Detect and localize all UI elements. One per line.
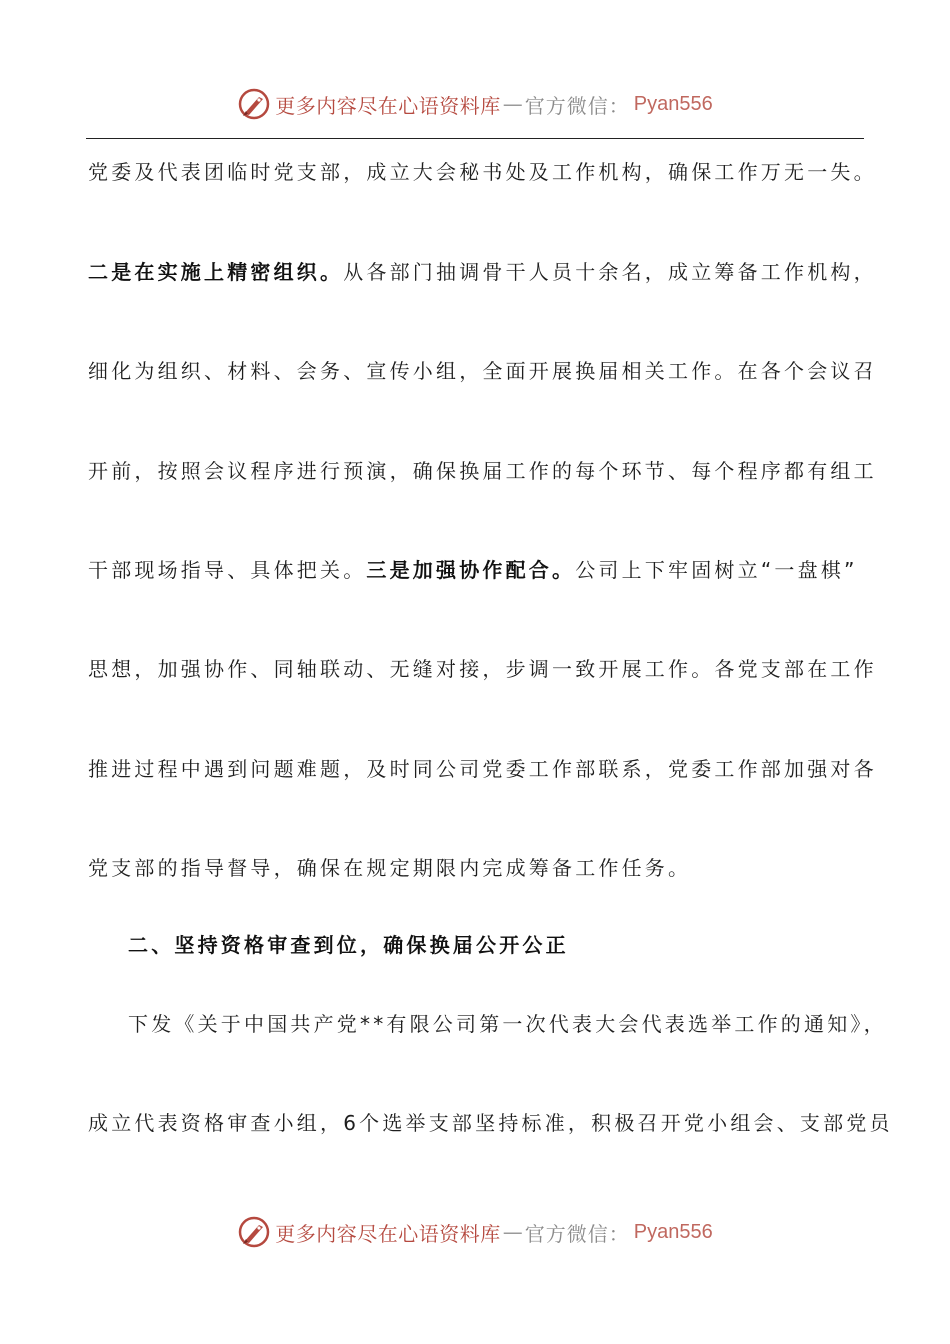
body-line-11: 成立代表资格审查小组，6个选举支部坚持标准，积极召开党小组会、支部党员 — [88, 1111, 893, 1135]
body-line-6: 思想，加强协作、同轴联动、无缝对接，步调一致开展工作。各党支部在工作 — [88, 657, 877, 681]
promo-text: 更多内容尽在心语资料库 — [275, 93, 501, 118]
promo-dash: — — [502, 92, 523, 116]
promo-text: 更多内容尽在心语资料库 — [275, 1221, 501, 1246]
promo-dash: — — [502, 1220, 523, 1244]
header-banner — [0, 84, 950, 124]
bold-lead-3: 三是加强协作配合。 — [366, 558, 576, 582]
pen-nib-circle-icon — [237, 1215, 271, 1249]
body-line-7: 推进过程中遇到问题难题，及时同公司党委工作部联系，党委工作部加强对各 — [88, 757, 877, 781]
wechat-id: Pyan556 — [633, 1220, 713, 1243]
body-line-1: 党委及代表团临时党支部，成立大会秘书处及工作机构，确保工作万无一失。 — [88, 160, 877, 184]
bold-lead-2: 二是在实施上精密组织。 — [88, 260, 344, 284]
body-line-8: 党支部的指导督导，确保在规定期限内完成筹备工作任务。 — [88, 856, 692, 880]
body-line-10: 下发《关于中国共产党**有限公司第一次代表大会代表选举工作的通知》， — [128, 1012, 887, 1036]
wechat-id: Pyan556 — [633, 92, 713, 115]
footer-banner — [0, 1212, 950, 1252]
body-line-3: 细化为组织、材料、会务、宣传小组，全面开展换届相关工作。在各个会议召 — [88, 359, 877, 383]
body-line-2: 二是在实施上精密组织。从各部门抽调骨干人员十余名，成立筹备工作机构， — [88, 260, 877, 284]
wechat-label: 官方微信： — [524, 1221, 630, 1246]
wechat-label: 官方微信： — [524, 93, 630, 118]
body-line-4: 开前，按照会议程序进行预演，确保换届工作的每个环节、每个程序都有组工 — [88, 459, 877, 483]
section-heading: 二、坚持资格审查到位，确保换届公开公正 — [128, 933, 569, 957]
pen-nib-circle-icon — [237, 87, 271, 121]
header-divider — [86, 138, 864, 139]
body-line-5: 干部现场指导、具体把关。三是加强协作配合。公司上下牢固树立“一盘棋” — [88, 558, 858, 582]
